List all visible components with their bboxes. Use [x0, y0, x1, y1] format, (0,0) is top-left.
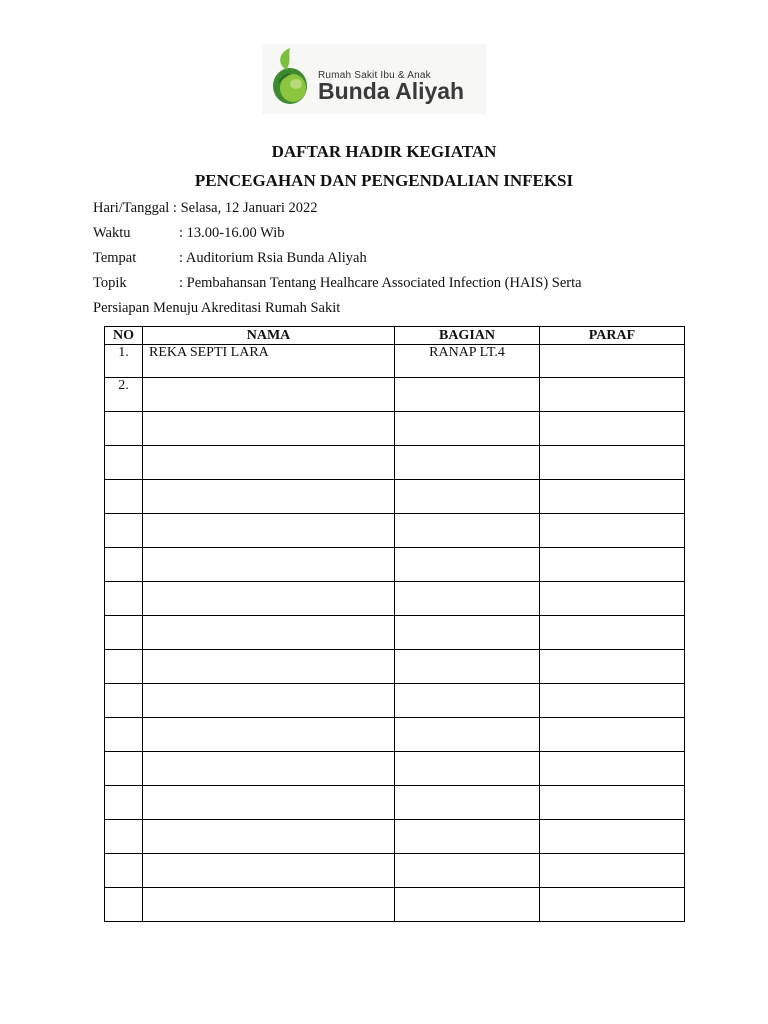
table-row: [105, 378, 685, 412]
cell-nama: [143, 616, 395, 650]
cell-bagian: [395, 718, 540, 752]
cell-paraf: [540, 820, 685, 854]
table-header-row: [105, 327, 685, 345]
table-row: [105, 345, 685, 378]
cell-paraf: [540, 345, 685, 378]
topic-continuation: Persiapan Menuju Akreditasi Rumah Sakit: [93, 300, 341, 316]
cell-no: [105, 616, 143, 650]
cell-bagian: [395, 480, 540, 514]
cell-nama: [143, 446, 395, 480]
place-label: Tempat: [93, 250, 137, 266]
cell-paraf: [540, 854, 685, 888]
table-row: [105, 616, 685, 650]
table-row: [105, 412, 685, 446]
table-row: [105, 854, 685, 888]
table-row: [105, 650, 685, 684]
cell-bagian: [395, 650, 540, 684]
cell-paraf: [540, 412, 685, 446]
cell-paraf: [540, 514, 685, 548]
leaf-logo-icon: [262, 44, 318, 114]
cell-nama: [143, 786, 395, 820]
table-row: [105, 752, 685, 786]
document-subtitle: PENCEGAHAN DAN PENGENDALIAN INFEKSI: [194, 171, 574, 190]
table-row: [105, 820, 685, 854]
table-row: [105, 718, 685, 752]
cell-nama: [143, 752, 395, 786]
cell-bagian: [395, 684, 540, 718]
attendance-table: [104, 326, 685, 922]
cell-no: [105, 446, 143, 480]
cell-bagian: [395, 786, 540, 820]
cell-nama: [143, 718, 395, 752]
cell-no: [105, 514, 143, 548]
cell-bagian: [395, 854, 540, 888]
cell-nama: [143, 514, 395, 548]
cell-no: [105, 786, 143, 820]
place-value: : Auditorium Rsia Bunda Aliyah: [179, 250, 367, 266]
document-title: DAFTAR HADIR KEGIATAN: [271, 142, 497, 161]
header-paraf: PARAF: [540, 327, 685, 345]
cell-nama: [143, 412, 395, 446]
cell-bagian: [395, 820, 540, 854]
cell-no: [105, 854, 143, 888]
cell-nama: [143, 820, 395, 854]
cell-paraf: [540, 888, 685, 922]
cell-nama: [143, 582, 395, 616]
table-row: [105, 514, 685, 548]
cell-nama: REKA SEPTI LARA: [143, 345, 395, 378]
header-nama: NAMA: [143, 327, 395, 345]
cell-bagian: [395, 514, 540, 548]
cell-nama: [143, 480, 395, 514]
hospital-logo: [262, 44, 486, 114]
cell-nama: [143, 854, 395, 888]
table-row: [105, 446, 685, 480]
table-row: [105, 684, 685, 718]
table-row: [105, 548, 685, 582]
cell-no: 1.: [105, 345, 143, 378]
cell-paraf: [540, 582, 685, 616]
cell-no: [105, 684, 143, 718]
cell-nama: [143, 650, 395, 684]
cell-bagian: [395, 616, 540, 650]
time-line: [93, 225, 284, 242]
cell-paraf: [540, 752, 685, 786]
cell-paraf: [540, 548, 685, 582]
time-value: : 13.00-16.00 Wib: [179, 225, 285, 241]
cell-nama: [143, 378, 395, 412]
cell-paraf: [540, 684, 685, 718]
topic-line: [93, 275, 582, 292]
header-bagian: BAGIAN: [395, 327, 540, 345]
place-line: [93, 250, 367, 267]
cell-no: [105, 820, 143, 854]
time-label: Waktu: [93, 225, 131, 241]
cell-no: [105, 412, 143, 446]
cell-no: [105, 888, 143, 922]
cell-no: [105, 582, 143, 616]
cell-no: [105, 480, 143, 514]
cell-no: [105, 718, 143, 752]
cell-paraf: [540, 650, 685, 684]
cell-nama: [143, 548, 395, 582]
cell-paraf: [540, 616, 685, 650]
cell-no: 2.: [105, 378, 143, 412]
table-row: [105, 480, 685, 514]
cell-bagian: [395, 412, 540, 446]
cell-no: [105, 548, 143, 582]
cell-paraf: [540, 378, 685, 412]
logo-subtitle: Rumah Sakit Ibu & Anak: [318, 70, 431, 81]
topic-label: Topik: [93, 275, 127, 291]
cell-bagian: [395, 548, 540, 582]
cell-bagian: [395, 888, 540, 922]
cell-bagian: [395, 378, 540, 412]
cell-paraf: [540, 718, 685, 752]
cell-bagian: RANAP LT.4: [395, 345, 540, 378]
cell-paraf: [540, 480, 685, 514]
header-no: NO: [105, 327, 143, 345]
date-line: [93, 200, 318, 217]
topic-value: : Pembahansan Tentang Healhcare Associated Infection (HAIS) Serta: [179, 275, 582, 291]
cell-nama: [143, 888, 395, 922]
cell-bagian: [395, 582, 540, 616]
date-label: Hari/Tanggal: [93, 200, 170, 216]
cell-no: [105, 752, 143, 786]
table-row: [105, 786, 685, 820]
table-row: [105, 582, 685, 616]
date-value: : Selasa, 12 Januari 2022: [169, 200, 318, 216]
cell-paraf: [540, 446, 685, 480]
cell-paraf: [540, 786, 685, 820]
cell-bagian: [395, 752, 540, 786]
table-row: [105, 888, 685, 922]
cell-bagian: [395, 446, 540, 480]
logo-name: Bunda Aliyah: [318, 78, 465, 104]
cell-nama: [143, 684, 395, 718]
cell-no: [105, 650, 143, 684]
